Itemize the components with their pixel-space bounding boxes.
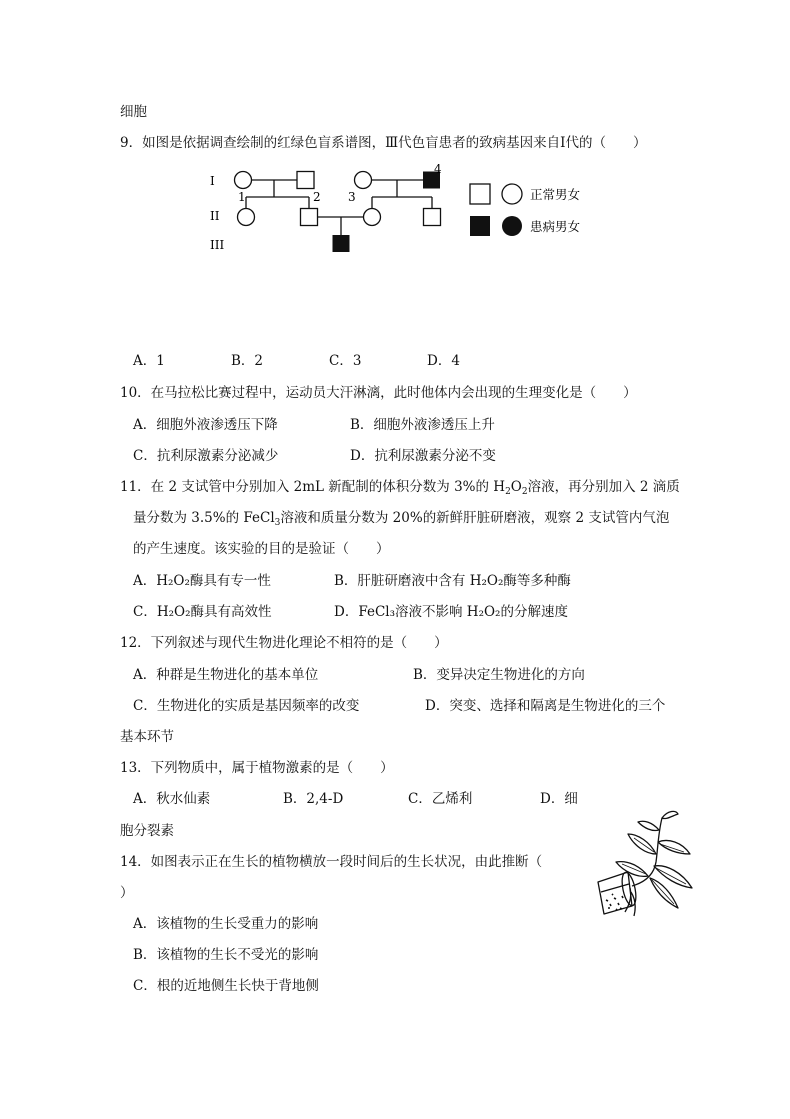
q14-stem-cont: ） [120,885,134,901]
gen-label-I: I [210,174,215,188]
ind-label-4: 4 [434,164,442,176]
plant-illustration [592,808,704,920]
ind-label-1: 1 [238,190,246,204]
continued-text: 细胞 [120,104,147,120]
q10-option-a: A．细胞外液渗透压下降 [133,417,278,433]
q11-stem-line2: 量分数为 3.5%的 FeCl$_3$溶液和质量分数为 20%的新鲜肝脏研磨液，观察 2 支试管内气泡 [133,510,670,528]
legend-normal: 正常男女 [530,187,581,202]
q13-option-d: D．细 [540,791,578,807]
q11-option-c: C．H₂O₂酶具有高效性 [133,604,272,620]
q12-option-a: A．种群是生物进化的基本单位 [133,667,319,683]
q9-option-d: D．4 [427,353,460,369]
ind-label-3: 3 [348,190,356,204]
q13-option-d-cont: 胞分裂素 [120,823,174,839]
q13-option-b: B．2,4-D [283,791,344,807]
q9-option-c: C．3 [329,353,362,369]
gen-label-II: II [210,209,220,223]
ind-label-2: 2 [313,190,321,204]
q12-option-d: D．突变、选择和隔离是生物进化的三个 [425,698,666,714]
q10-option-b: B．细胞外液渗透压上升 [350,417,495,433]
pedigree-chart [200,164,600,264]
q14-option-a: A．该植物的生长受重力的影响 [133,916,319,932]
q12-option-b: B．变异决定生物进化的方向 [413,667,585,683]
q9-stem: 9．如图是依据调查绘制的红绿色盲系谱图，Ⅲ代色盲患者的致病基因来自Ⅰ代的（ ） [120,135,647,151]
q11-stem-line3: 的产生速度。该实验的目的是验证（ ） [133,541,390,557]
q14-option-b: B．该植物的生长不受光的影响 [133,947,319,963]
q9-option-a: A．1 [133,353,165,369]
q11-option-d: D．FeCl₃溶液不影响 H₂O₂的分解速度 [334,604,568,620]
q11-stem-line1: 11．在 2 支试管中分别加入 2mL 新配制的体积分数为 3%的 $H_2O_2$溶液，再分别加入 2 滴质 [120,479,680,497]
q13-stem: 13．下列物质中，属于植物激素的是（ ） [120,760,394,776]
q14-stem: 14．如图表示正在生长的植物横放一段时间后的生长状况，由此推断（ [120,854,543,870]
q12-option-c: C．生物进化的实质是基因频率的改变 [133,698,360,714]
q12-stem: 12．下列叙述与现代生物进化理论不相符的是（ ） [120,635,448,651]
q9-option-b: B．2 [231,353,264,369]
q13-option-a: A．秋水仙素 [133,791,211,807]
q12-option-d-cont: 基本环节 [120,729,174,745]
q10-stem: 10．在马拉松比赛过程中，运动员大汗淋漓，此时他体内会出现的生理变化是（ ） [120,385,637,401]
q10-option-c: C．抗利尿激素分泌减少 [133,448,279,464]
q11-option-b: B．肝脏研磨液中含有 H₂O₂酶等多种酶 [334,573,571,589]
q13-option-c: C．乙烯利 [408,791,473,807]
gen-label-III: III [210,238,225,252]
legend-affected: 患病男女 [530,219,581,234]
q10-option-d: D．抗利尿激素分泌不变 [350,448,496,464]
q14-option-c: C．根的近地侧生长快于背地侧 [133,978,319,994]
q11-option-a: A．H₂O₂酶具有专一性 [133,573,271,589]
